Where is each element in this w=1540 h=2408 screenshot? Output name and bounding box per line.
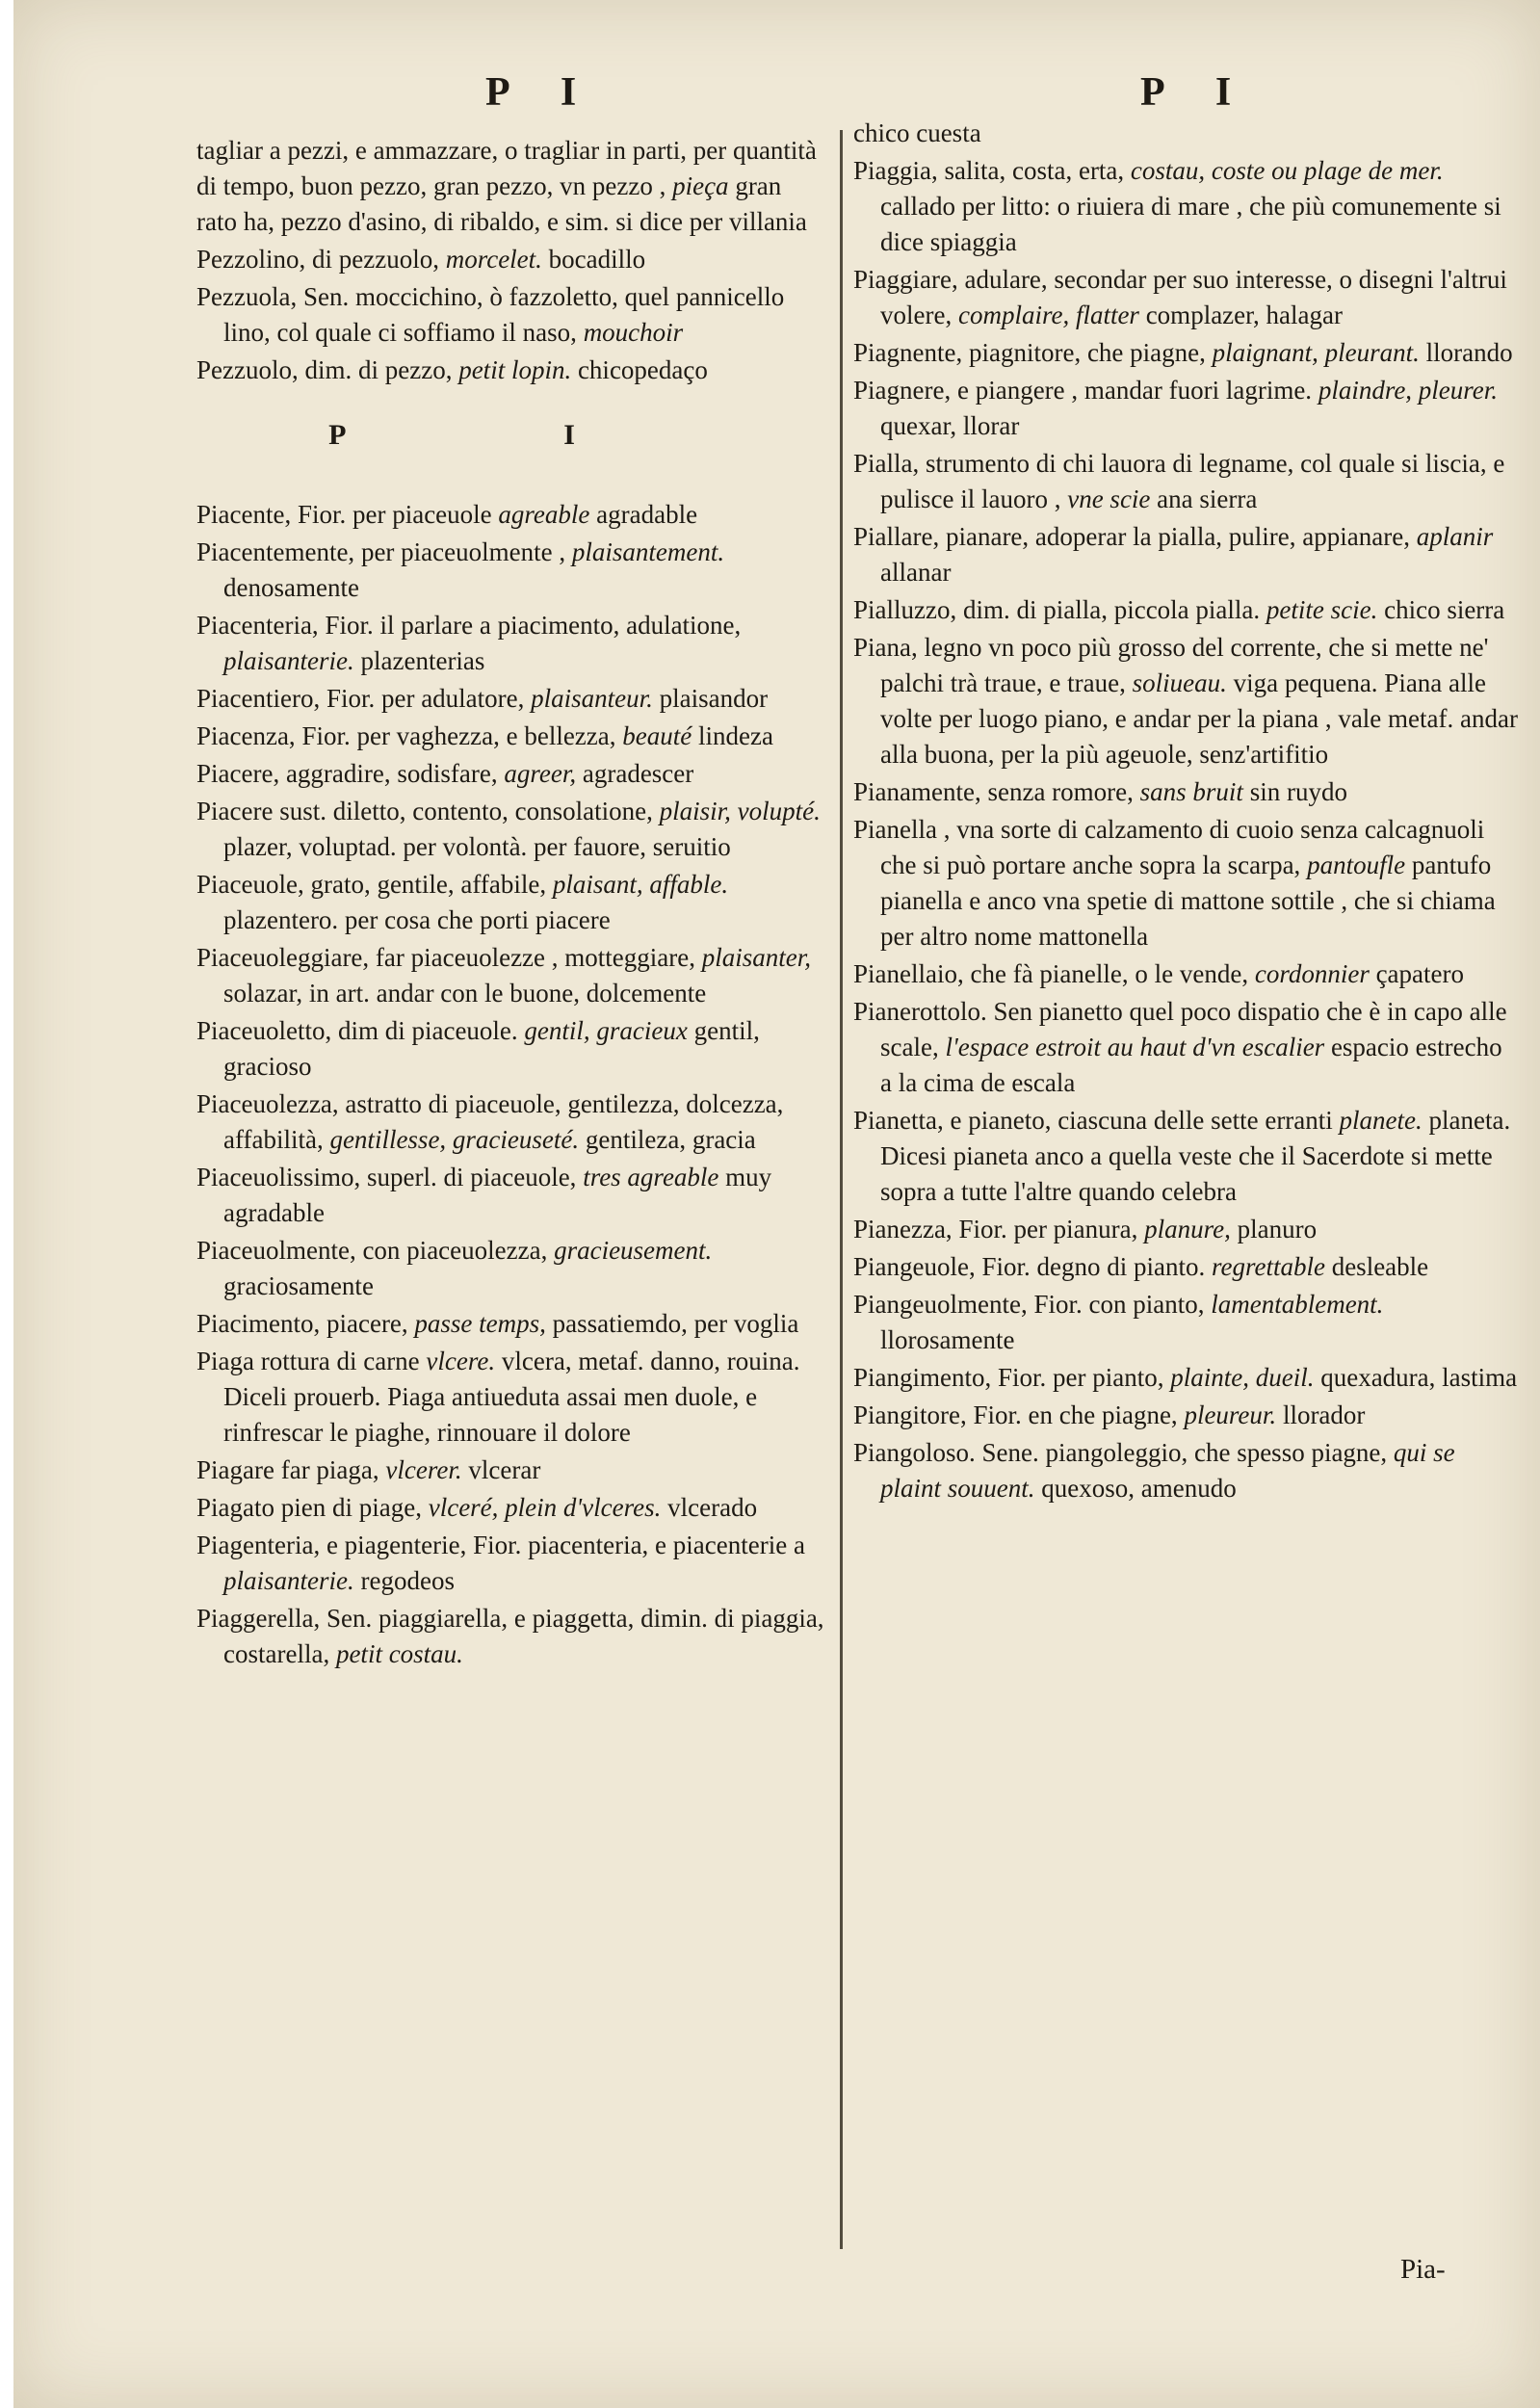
dictionary-entry <box>853 153 1518 260</box>
french-gloss: gracieusement. <box>554 1236 713 1265</box>
headword: Pianezza, <box>853 1215 953 1243</box>
spanish-gloss: desleable <box>1324 1252 1429 1281</box>
french-gloss: plaisir, volupté. <box>659 797 821 825</box>
dictionary-entry <box>196 1490 827 1526</box>
headword: Piangeuolmente, <box>853 1290 1028 1319</box>
spanish-gloss: gran rato ha, pezzo d'asino, di ribaldo, e sim. si dice per villania <box>196 171 807 236</box>
french-gloss: plaignant, pleurant. <box>1212 338 1420 367</box>
spanish-gloss: plaisandor <box>652 684 769 713</box>
definition: grato, gentile, affabile, <box>303 870 553 899</box>
dictionary-entry <box>196 940 827 1011</box>
left-entries-bottom <box>196 497 827 1672</box>
french-gloss: petit lopin. <box>458 355 572 384</box>
dictionary-entry <box>853 1212 1518 1247</box>
running-head-right: P I <box>1140 70 1253 115</box>
french-gloss: plaisanteur. <box>531 684 653 713</box>
french-gloss: plaisanterie. <box>223 1566 354 1595</box>
spanish-gloss: chico sierra <box>1377 595 1505 624</box>
definition: senza romore, <box>980 777 1140 806</box>
french-gloss: vne scie <box>1067 484 1151 513</box>
headword: Piaceuolissimo, <box>196 1163 361 1191</box>
dictionary-entry <box>196 353 827 388</box>
headword: Piaceuoletto, <box>196 1016 332 1045</box>
dictionary-entry <box>853 446 1518 517</box>
headword: Pianella <box>853 815 937 844</box>
running-head-left: P I <box>485 70 598 115</box>
spanish-gloss: callado per litto: o riuiera di mare , che più comunemente si dice spiaggia <box>880 192 1501 256</box>
spanish-gloss: gentileza, gracia <box>579 1125 756 1154</box>
headword: Piacentiero, <box>196 684 321 713</box>
dictionary-entry <box>196 794 827 865</box>
dictionary-entry <box>853 373 1518 444</box>
spanish-gloss: llorador <box>1276 1400 1366 1429</box>
spanish-gloss: muy agradable <box>223 1163 772 1227</box>
french-gloss: vlceré, plein d'vlceres. <box>428 1493 662 1522</box>
french-gloss: l'espace estroit au haut d'vn escalier <box>945 1033 1325 1061</box>
definition: chico cuesta <box>853 118 981 147</box>
dictionary-entry <box>853 774 1518 810</box>
dictionary-entry <box>853 1360 1518 1396</box>
headword: Piacere, <box>196 759 280 788</box>
french-gloss: pantoufle <box>1307 851 1406 879</box>
spanish-gloss: chicopedaço <box>571 355 708 384</box>
spanish-gloss: vlcerado <box>661 1493 758 1522</box>
spanish-gloss: graciosamente <box>223 1271 374 1300</box>
definition: Fior. per pianto, <box>991 1363 1171 1392</box>
right-entries <box>853 116 1518 1506</box>
headword: Piangoloso. <box>853 1438 976 1467</box>
dictionary-entry <box>196 1233 827 1304</box>
definition: Fior. en che piagne, <box>966 1400 1185 1429</box>
dictionary-entry <box>853 994 1518 1101</box>
spanish-gloss: plazentero. per cosa che porti piacere <box>223 905 611 934</box>
french-gloss: beauté <box>622 721 692 750</box>
left-entries-top <box>196 133 827 388</box>
definition: che fà pianelle, o le vende, <box>963 959 1255 988</box>
french-gloss: plaindre, pleurer. <box>1318 376 1499 405</box>
dictionary-entry <box>196 242 827 277</box>
spanish-gloss: passatiemdo, per voglia <box>545 1309 799 1338</box>
definition: far piaceuolezze , motteggiare, <box>369 943 702 972</box>
headword: Piangitore, <box>853 1400 967 1429</box>
french-gloss: petit costau. <box>335 1639 463 1668</box>
spanish-gloss: espacio estrecho a la cima de escala <box>880 1033 1502 1097</box>
definition: Fior. per pianura, <box>952 1215 1145 1243</box>
dictionary-entry <box>853 262 1518 333</box>
headword: Piagnere, <box>853 376 952 405</box>
headword: Piacentemente, <box>196 537 355 566</box>
french-gloss: petite scie. <box>1266 595 1378 624</box>
headword: Piacere <box>196 797 274 825</box>
dictionary-entry <box>196 1453 827 1488</box>
headword: Piaggiare, <box>853 265 958 294</box>
dictionary-entry <box>196 756 827 792</box>
spanish-gloss: bocadillo <box>541 245 646 274</box>
right-column <box>853 116 1518 1508</box>
spanish-gloss: planeta. Dicesi pianeta anco a quella veste che il Sacerdote si mette sopra a tutte l'altre quando celebra <box>880 1106 1511 1206</box>
spanish-gloss: agradable <box>589 500 698 529</box>
french-gloss: regrettable <box>1211 1252 1325 1281</box>
dictionary-entry <box>853 335 1518 371</box>
spanish-gloss: plazenterias <box>353 646 485 675</box>
french-gloss: planete. <box>1339 1106 1423 1135</box>
dictionary-entry <box>196 535 827 606</box>
french-gloss: soliueau. <box>1132 668 1227 697</box>
definition: per piaceuolmente , <box>354 537 572 566</box>
dictionary-entry <box>853 630 1518 772</box>
french-gloss: morcelet. <box>445 245 542 274</box>
spanish-gloss: sin ruydo <box>1242 777 1347 806</box>
dictionary-entry <box>196 1013 827 1085</box>
headword: Pianetta, <box>853 1106 944 1135</box>
dictionary-entry <box>196 719 827 754</box>
headword: Pianamente, <box>853 777 981 806</box>
headword: Piagenteria, <box>196 1531 321 1559</box>
dictionary-entry <box>853 519 1518 590</box>
definition: Fior. per adulatore, <box>320 684 532 713</box>
spanish-gloss: plazer, voluptad. per volontà. per fauore, seruitio <box>223 832 731 861</box>
headword: Pianellaio, <box>853 959 964 988</box>
definition: strumento di chi lauora di legname, col quale si liscia, e pulisce il lauoro , <box>880 449 1505 513</box>
spanish-gloss: vlcerar <box>461 1455 541 1484</box>
definition: di pezzuolo, <box>305 245 446 274</box>
headword: Piacenteria, <box>196 611 319 640</box>
headword: Pianerottolo. <box>853 997 987 1026</box>
column-divider <box>840 130 843 2249</box>
definition: Sen. piaggiarella, e piaggetta, dimin. di piaggia, costarella, <box>223 1604 824 1668</box>
spanish-gloss: allanar <box>880 558 952 587</box>
dictionary-page <box>13 0 1540 2408</box>
french-gloss: costau, coste ou plage de mer. <box>1130 156 1444 185</box>
left-column <box>196 133 827 1674</box>
headword: Pialla, <box>853 449 920 478</box>
headword: Piaggerella, <box>196 1604 321 1633</box>
dictionary-entry <box>853 1287 1518 1358</box>
spanish-gloss: llorando <box>1419 338 1513 367</box>
headword: Piaceuolezza, <box>196 1089 339 1118</box>
dictionary-entry <box>196 1160 827 1231</box>
french-gloss: plaisanter, <box>701 943 811 972</box>
french-gloss: agreer, <box>504 759 577 788</box>
spanish-gloss: quexoso, amenudo <box>1034 1474 1237 1503</box>
headword: Piagato <box>196 1493 274 1522</box>
french-gloss: lamentablement. <box>1211 1290 1384 1319</box>
definition: e piagenterie, Fior. piacenteria, e piacenterie a <box>320 1531 805 1559</box>
definition: dim. di pezzo, <box>298 355 459 384</box>
dictionary-entry <box>196 279 827 351</box>
definition: , vna sorte di calzamento di cuoio senza calcagnuoli che si può portare anche sopra la scarpa, <box>880 815 1485 879</box>
french-gloss: plaisantement. <box>571 537 725 566</box>
definition: Fior. degno di pianto. <box>975 1252 1212 1281</box>
french-gloss: planure, <box>1144 1215 1231 1243</box>
spanish-gloss: çapatero <box>1369 959 1465 988</box>
spanish-gloss: planuro <box>1230 1215 1318 1243</box>
dictionary-entry <box>196 681 827 717</box>
definition: Fior. con pianto, <box>1027 1290 1212 1319</box>
headword: Piaceuole, <box>196 870 304 899</box>
headword: Piacente, <box>196 500 292 529</box>
headword: Piangimento, <box>853 1363 992 1392</box>
headword: Piagare <box>196 1455 274 1484</box>
definition: sust. diletto, contento, consolatione, <box>273 797 660 825</box>
definition: dim di piaceuole. <box>331 1016 525 1045</box>
spanish-gloss: llorosamente <box>880 1325 1015 1354</box>
definition: legno vn poco più grosso del corrente, che si mette ne' palchi trà traue, e traue, <box>880 633 1489 697</box>
definition: far piaga, <box>274 1455 386 1484</box>
definition: tagliar a pezzi, e ammazzare, o tragliar in parti, per quantità di tempo, buon pezzo, gran pezzo, vn pezzo , <box>196 136 817 200</box>
section-head: P I <box>328 419 681 451</box>
spanish-gloss: agradescer <box>576 759 694 788</box>
definition: con piaceuolezza, <box>355 1236 555 1265</box>
french-gloss: plaisant, affable. <box>552 870 729 899</box>
french-gloss: pleureur. <box>1184 1400 1277 1429</box>
french-gloss: plaisanterie. <box>223 646 354 675</box>
headword: Piana, <box>853 633 918 662</box>
french-gloss: passe temps, <box>414 1309 546 1338</box>
french-gloss: plainte, dueil. <box>1170 1363 1315 1392</box>
french-gloss: complaire, flatter <box>957 301 1139 329</box>
french-gloss: vlcerer. <box>385 1455 462 1484</box>
definition: Fior. per vaghezza, e bellezza, <box>295 721 623 750</box>
dictionary-entry <box>196 497 827 533</box>
spanish-gloss: denosamente <box>223 573 359 602</box>
definition: Sen pianetto quel poco dispatio che è in capo alle scale, <box>880 997 1507 1061</box>
french-gloss: cordonnier <box>1254 959 1370 988</box>
spanish-gloss: complazer, halagar <box>1138 301 1343 329</box>
dictionary-entry <box>853 592 1518 628</box>
french-gloss: qui se plaint souuent. <box>880 1438 1455 1503</box>
headword: Piaceuolmente, <box>196 1236 356 1265</box>
spanish-gloss: quexar, llorar <box>880 411 1020 440</box>
headword: Pezzuola, <box>196 282 298 311</box>
definition: aggradire, sodisfare, <box>279 759 505 788</box>
definition: pianare, adoperar la pialla, pulire, appianare, <box>939 522 1417 551</box>
definition: astratto di piaceuole, gentilezza, dolcezza, affabilità, <box>223 1089 784 1154</box>
headword: Pezzolino, <box>196 245 306 274</box>
dictionary-entry <box>196 608 827 679</box>
french-gloss: gentillesse, gracieuseté. <box>329 1125 580 1154</box>
definition: dim. di pialla, piccola pialla. <box>956 595 1266 624</box>
spanish-gloss: ana sierra <box>1150 484 1258 513</box>
definition: piacere, <box>320 1309 415 1338</box>
french-gloss: mouchoir <box>583 318 684 347</box>
french-gloss: pieça <box>672 171 729 200</box>
headword: Pialluzzo, <box>853 595 957 624</box>
spanish-gloss: lindeza <box>692 721 773 750</box>
definition: e piangere , mandar fuori lagrime. <box>951 376 1318 405</box>
french-gloss: aplanir <box>1416 522 1494 551</box>
definition: Fior. il parlare a piacimento, adulatione, <box>318 611 742 640</box>
french-gloss: sans bruit <box>1139 777 1243 806</box>
spanish-gloss: gentil, gracioso <box>223 1016 760 1081</box>
dictionary-entry <box>196 1528 827 1599</box>
french-gloss: tres agreable <box>583 1163 719 1191</box>
spanish-gloss: quexadura, lastima <box>1314 1363 1518 1392</box>
definition: adulare, secondar per suo interesse, o disegni l'altrui volere, <box>880 265 1507 329</box>
french-gloss: agreable <box>498 500 590 529</box>
headword: Piaggia, <box>853 156 938 185</box>
spanish-gloss: pantufo pianella e anco vna spetie di mattone sottile , che si chiama per altro nome mattonella <box>880 851 1496 951</box>
dictionary-entry <box>196 1086 827 1158</box>
headword: Piacenza, <box>196 721 296 750</box>
headword: Piangeuole, <box>853 1252 976 1281</box>
spanish-gloss: viga pequena. Piana alle volte per luogo piano, e andar per la piana , vale metaf. andar alla buona, per la più ageuole, senz'artifitio <box>880 668 1518 769</box>
definition: Sen. moccichino, ò fazzoletto, quel pannicello lino, col quale ci soffiamo il naso, <box>223 282 785 347</box>
headword: Piagnente, <box>853 338 963 367</box>
definition: salita, costa, erta, <box>937 156 1131 185</box>
dictionary-entry <box>853 812 1518 955</box>
page-edge <box>0 0 13 2408</box>
headword: Piallare, <box>853 522 940 551</box>
dictionary-entry <box>853 1103 1518 1210</box>
definition: Sene. piangoleggio, che spesso piagne, <box>975 1438 1394 1467</box>
dictionary-entry <box>196 133 827 240</box>
dictionary-entry <box>196 1344 827 1451</box>
headword: Piaga <box>196 1347 254 1375</box>
headword: Piaceuoleggiare, <box>196 943 370 972</box>
headword: Piacimento, <box>196 1309 321 1338</box>
definition: e pianeto, ciascuna delle sette erranti <box>943 1106 1340 1135</box>
dictionary-entry <box>196 1306 827 1342</box>
spanish-gloss: solazar, in art. andar con le buone, dolcemente <box>223 979 707 1008</box>
dictionary-entry <box>853 1435 1518 1506</box>
french-gloss: gentil, gracieux <box>524 1016 688 1045</box>
definition: piagnitore, che piagne, <box>962 338 1213 367</box>
dictionary-entry <box>196 867 827 938</box>
spanish-gloss: vlcera, metaf. danno, rouina. Diceli prouerb. Piaga antiueduta assai men duole, e rinfrescar le piaghe, rinnouare il dolore <box>223 1347 800 1447</box>
dictionary-entry <box>853 1249 1518 1285</box>
definition: rottura di carne <box>254 1347 427 1375</box>
dictionary-entry <box>196 1601 827 1672</box>
dictionary-entry <box>853 1398 1518 1433</box>
headword: Pezzuolo, <box>196 355 299 384</box>
dictionary-entry <box>853 956 1518 992</box>
french-gloss: vlcere. <box>426 1347 496 1375</box>
definition: Fior. per piaceuole <box>291 500 499 529</box>
definition: pien di piage, <box>274 1493 429 1522</box>
catchword: Pia- <box>1400 2254 1446 2285</box>
definition: superl. di piaceuole, <box>360 1163 584 1191</box>
dictionary-entry <box>853 116 1518 151</box>
spanish-gloss: regodeos <box>353 1566 455 1595</box>
